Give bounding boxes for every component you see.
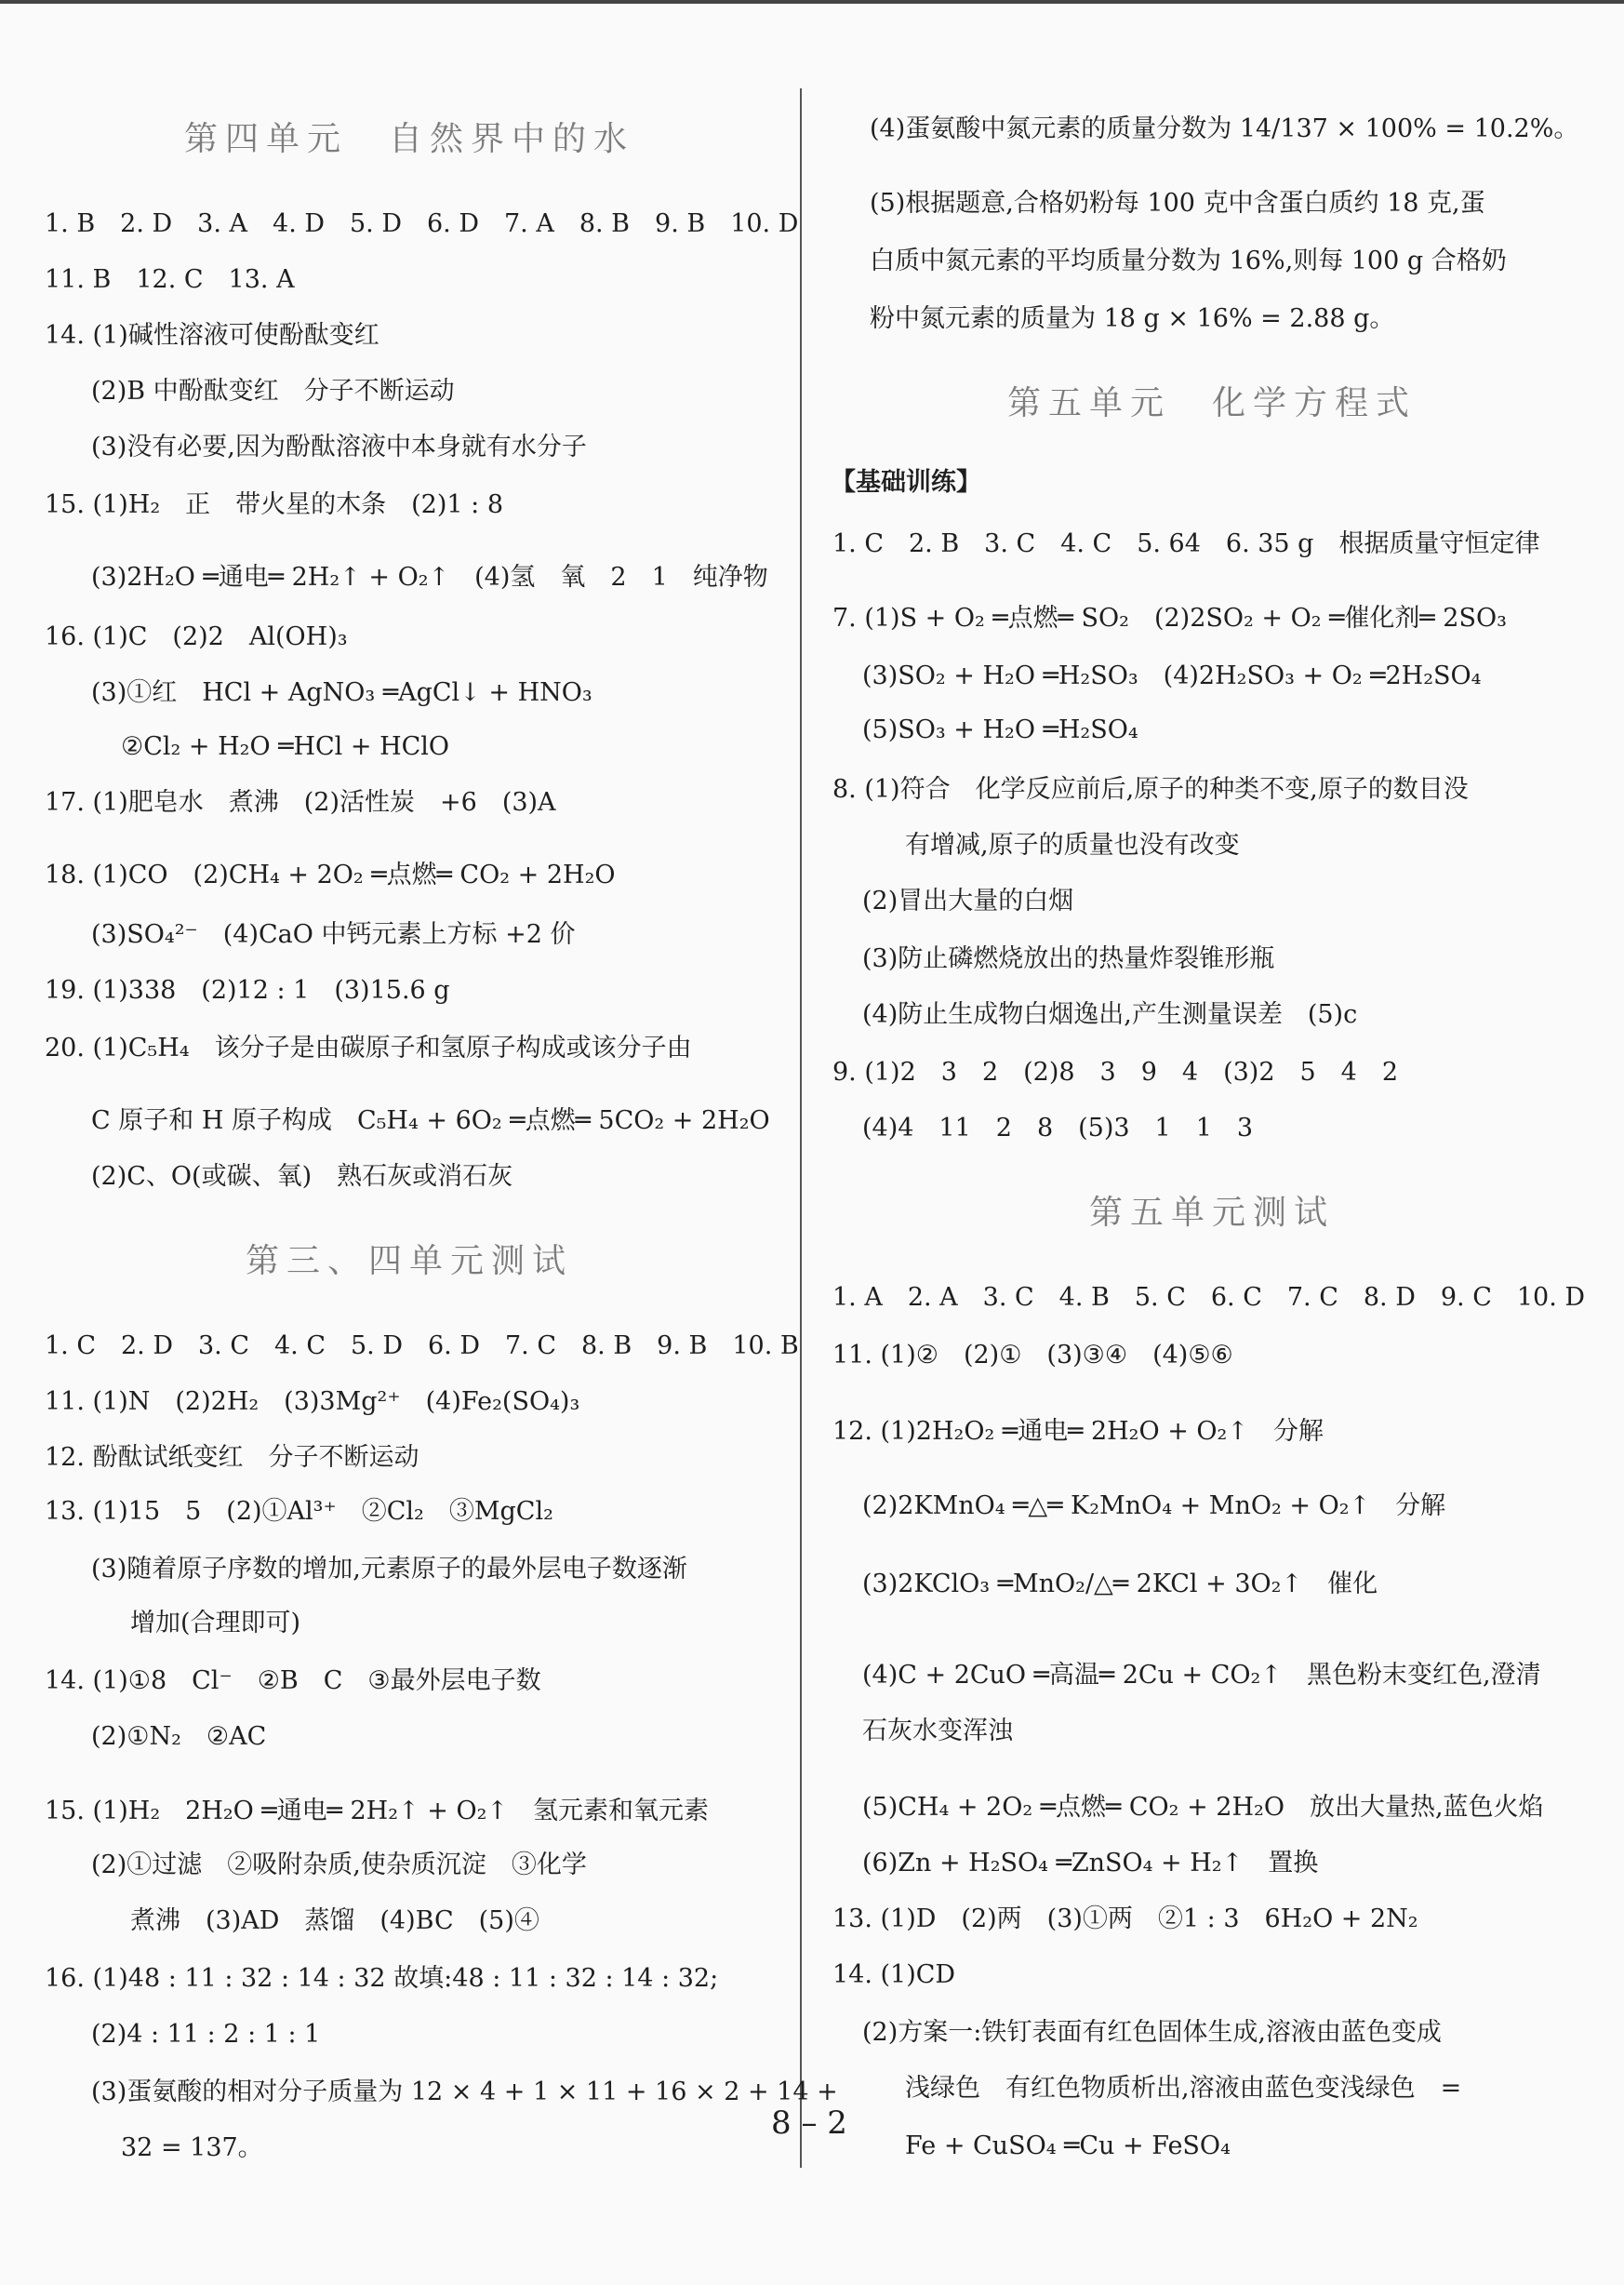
answer-line: 粉中氮元素的质量为 18 g × 16% = 2.88 g。	[870, 304, 1395, 333]
answer-line: 石灰水变浑浊	[862, 1717, 1013, 1745]
answer-line: 7. (1)S + O₂ ═点燃═ SO₂ (2)2SO₂ + O₂ ═催化剂═ 2SO₃	[832, 604, 1507, 633]
answer-line: (3)没有必要,因为酚酞溶液中本身就有水分子	[91, 433, 587, 461]
answer-line: 18. (1)CO (2)CH₄ + 2O₂ ═点燃═ CO₂ + 2H₂O	[45, 861, 616, 889]
answer-line: 15. (1)H₂ 2H₂O ═通电═ 2H₂↑ + O₂↑ 氢元素和氧元素	[45, 1797, 710, 1825]
answer-line: 11. (1)N (2)2H₂ (3)3Mg²⁺ (4)Fe₂(SO₄)₃	[45, 1387, 580, 1416]
answer-line: 有增减,原子的质量也没有改变	[905, 831, 1240, 860]
answer-line: (4)4 11 2 8 (5)3 1 1 3	[862, 1114, 1254, 1142]
answer-line: 11. B 12. C 13. A	[45, 265, 295, 294]
answer-line: (3)SO₂ + H₂O ═H₂SO₃ (4)2H₂SO₃ + O₂ ═2H₂SO₄	[862, 661, 1482, 690]
answer-line: (2)①N₂ ②AC	[91, 1722, 267, 1751]
answer-line: (4)蛋氨酸中氮元素的质量分数为 14/137 × 100% = 10.2%。	[870, 114, 1579, 143]
answer-line: 白质中氮元素的平均质量分数为 16%,则每 100 g 合格奶	[870, 247, 1507, 275]
answer-line: 12. (1)2H₂O₂ ═通电═ 2H₂O + O₂↑ 分解	[832, 1417, 1324, 1446]
top-border	[0, 0, 1624, 4]
answer-line: (3)①红 HCl + AgNO₃ ═AgCl↓ + HNO₃	[91, 678, 592, 707]
answer-line: 1. C 2. B 3. C 4. C 5. 64 6. 35 g 根据质量守恒定律	[832, 529, 1540, 558]
answer-line: ②Cl₂ + H₂O ═HCl + HClO	[121, 732, 450, 761]
answer-line: 13. (1)15 5 (2)①Al³⁺ ②Cl₂ ③MgCl₂	[45, 1497, 553, 1526]
answer-line: (6)Zn + H₂SO₄ ═ZnSO₄ + H₂↑ 置换	[862, 1849, 1319, 1877]
answer-line: 14. (1)碱性溶液可使酚酞变红	[45, 321, 379, 350]
heading-unit3-4-test: 第三、四单元测试	[245, 1242, 573, 1280]
answer-line: 11. (1)② (2)① (3)③④ (4)⑤⑥	[832, 1341, 1233, 1370]
answer-line: (2)方案一:铁钉表面有红色固体生成,溶液由蓝色变成	[862, 2018, 1442, 2047]
answer-line: 14. (1)①8 Cl⁻ ②B C ③最外层电子数	[45, 1666, 541, 1695]
answer-line: 9. (1)2 3 2 (2)8 3 9 4 (3)2 5 4 2	[832, 1058, 1399, 1087]
answer-line: (2)B 中酚酞变红 分子不断运动	[91, 377, 455, 406]
heading-unit5: 第五单元 化学方程式	[1006, 384, 1417, 422]
heading-unit4: 第四单元 自然界中的水	[183, 120, 634, 158]
answer-line: (2)4 : 11 : 2 : 1 : 1	[91, 2020, 321, 2049]
answer-line: (3)蛋氨酸的相对分子质量为 12 × 4 + 1 × 11 + 16 × 2 + 14 +	[91, 2078, 838, 2106]
answer-line: (2)2KMnO₄ ═△═ K₂MnO₄ + MnO₂ + O₂↑ 分解	[862, 1491, 1446, 1520]
answer-line: 8. (1)符合 化学反应前后,原子的种类不变,原子的数目没	[832, 775, 1469, 804]
answer-line: (3)SO₄²⁻ (4)CaO 中钙元素上方标 +2 价	[91, 920, 576, 949]
answer-line: 15. (1)H₂ 正 带火星的木条 (2)1 : 8	[45, 490, 504, 519]
answer-line: (2)冒出大量的白烟	[862, 887, 1074, 915]
answer-line: 19. (1)338 (2)12 : 1 (3)15.6 g	[45, 976, 450, 1005]
answer-line: (5)CH₄ + 2O₂ ═点燃═ CO₂ + 2H₂O 放出大量热,蓝色火焰	[862, 1793, 1544, 1822]
answer-line: 1. C 2. D 3. C 4. C 5. D 6. D 7. C 8. B 9. B 10. B	[45, 1331, 799, 1360]
answer-line: 13. (1)D (2)两 (3)①两 ②1 : 3 6H₂O + 2N₂	[832, 1904, 1418, 1933]
answer-line: 32 = 137。	[121, 2133, 263, 2162]
answer-line: (3)2H₂O ═通电═ 2H₂↑ + O₂↑ (4)氢 氧 2 1 纯净物	[91, 563, 768, 592]
answer-line: 17. (1)肥皂水 煮沸 (2)活性炭 +6 (3)A	[45, 788, 556, 817]
answer-line: 16. (1)C (2)2 Al(OH)₃	[45, 622, 348, 651]
answer-line: C 原子和 H 原子构成 C₅H₄ + 6O₂ ═点燃═ 5CO₂ + 2H₂O	[91, 1106, 770, 1135]
answer-line: (3)2KClO₃ ═MnO₂/△═ 2KCl + 3O₂↑ 催化	[862, 1570, 1378, 1598]
answer-line: 1. B 2. D 3. A 4. D 5. D 6. D 7. A 8. B 9. B 10. D	[45, 209, 799, 238]
answer-line: 增加(合理即可)	[130, 1609, 301, 1637]
heading-unit5-test: 第五单元测试	[1088, 1194, 1335, 1232]
answer-line: (4)C + 2CuO ═高温═ 2Cu + CO₂↑ 黑色粉末变红色,澄清	[862, 1661, 1541, 1690]
answer-line: (2)①过滤 ②吸附杂质,使杂质沉淀 ③化学	[91, 1851, 587, 1879]
answer-line: (5)根据题意,合格奶粉每 100 克中含蛋白质约 18 克,蛋	[870, 189, 1485, 218]
column-divider	[800, 88, 802, 2168]
answer-line: (3)随着原子序数的增加,元素原子的最外层电子数逐渐	[91, 1555, 687, 1583]
answer-line: (5)SO₃ + H₂O ═H₂SO₄	[862, 715, 1138, 744]
answer-line: 14. (1)CD	[832, 1960, 956, 1989]
answer-line: 12. 酚酞试纸变红 分子不断运动	[45, 1443, 419, 1472]
answer-line: (3)防止磷燃烧放出的热量炸裂锥形瓶	[862, 944, 1275, 973]
section-basic-training: 【基础训练】	[831, 468, 981, 497]
answer-line: 1. A 2. A 3. C 4. B 5. C 6. C 7. C 8. D 9. C 10. D	[832, 1283, 1586, 1312]
answer-line: (4)防止生成物白烟逸出,产生测量误差 (5)c	[862, 1000, 1358, 1029]
page-number: 8 – 2	[771, 2105, 847, 2142]
answer-line: 煮沸 (3)AD 蒸馏 (4)BC (5)④	[130, 1906, 539, 1935]
answer-line: 16. (1)48 : 11 : 32 : 14 : 32 故填:48 : 11 : 32 : 14 : 32;	[45, 1964, 719, 1993]
answer-line: Fe + CuSO₄ ═Cu + FeSO₄	[905, 2131, 1231, 2160]
answer-line: 浅绿色 有红色物质析出,溶液由蓝色变浅绿色 =	[905, 2074, 1462, 2103]
answer-line: 20. (1)C₅H₄ 该分子是由碳原子和氢原子构成或该分子由	[45, 1034, 692, 1062]
answer-line: (2)C、O(或碳、氧) 熟石灰或消石灰	[91, 1162, 513, 1191]
